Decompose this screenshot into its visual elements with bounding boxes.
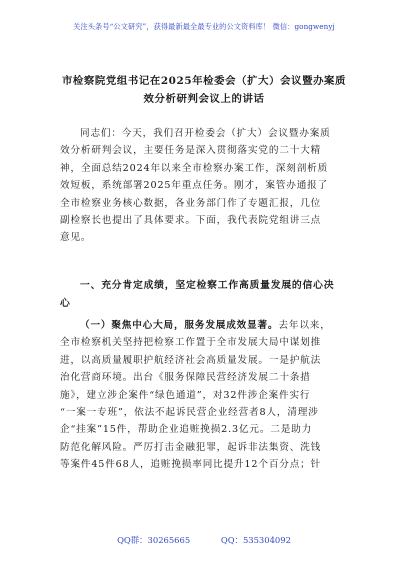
subheading-lead: （一）聚焦中心大局，服务发展成效显著。 [80, 320, 279, 331]
title-line: 市检察院党组书记在2025年检委会（扩大）会议暨办案质 [61, 75, 347, 87]
paragraph-first-line [60, 317, 348, 334]
intro-line: 同志们：今天，我们召开检委会（扩大）会议暨办案质 [80, 128, 331, 139]
section-1-paragraph [60, 317, 348, 474]
paragraph-line: “一案一专班”，依法不起诉民营企业经营者8人，清理涉 [60, 407, 319, 419]
heading-line: 一、充分肯定成绩，坚定检察工作高质量发展的信心决 [80, 280, 335, 291]
title-line: 效分析研判会议上的讲话 [143, 93, 265, 105]
paragraph-line: 全市检察机关坚持把检察工作置于全市发展大局中谋划推 [60, 337, 322, 349]
intro-line: 意见。 [60, 232, 92, 244]
paragraph-line: 进，以高质量履职护航经济社会高质量发展。一是护航法 [60, 354, 322, 366]
paragraph-line: 防范化解风险。严厉打击金融犯罪，起诉非法集资、洗钱 [60, 441, 322, 453]
intro-line: 效短板，系统部署2025年重点任务。刚才，案管办通报了 [60, 180, 329, 192]
paragraph-line: 等案件45件68人，追赃挽损率同比提升12个百分点；针 [60, 459, 322, 471]
contact-footer [0, 534, 408, 546]
intro-paragraph [60, 125, 348, 247]
promo-banner: 关注头条号“公文研究”，获得最新最全最专业的公文资料库！ 微信：gongwenyj [73, 22, 335, 31]
intro-line: 全市检察业务核心数据，各业务部门作了专题汇报，几位 [60, 197, 322, 209]
intro-line: 神，全面总结2024年以来全市检察办案工作，深刻剖析质 [60, 162, 329, 174]
paragraph-line: 施》，建立涉企案件“绿色通道”，对32件涉企案件实行 [60, 389, 311, 401]
heading-line: 心 [60, 298, 71, 309]
paragraph-line: 企“挂案”15件，帮助企业追赃挽损2.3亿元。二是助力 [60, 424, 313, 436]
section-heading-1 [60, 277, 348, 313]
paragraph-text: 去年以来， [278, 320, 331, 331]
document-title [52, 72, 356, 108]
intro-line: 效分析研判会议，主要任务是深入贯彻落实党的二十大精 [60, 145, 322, 157]
paragraph-line: 治化营商环境。出台《服务保障民营经济发展二十条措 [60, 372, 311, 384]
qq-group-number: QQ群：30265665 [117, 535, 191, 545]
intro-line: 副检察长也提出了具体要求。下面，我代表院党组讲三点 [60, 215, 322, 227]
qq-number: QQ：535304092 [220, 535, 291, 545]
